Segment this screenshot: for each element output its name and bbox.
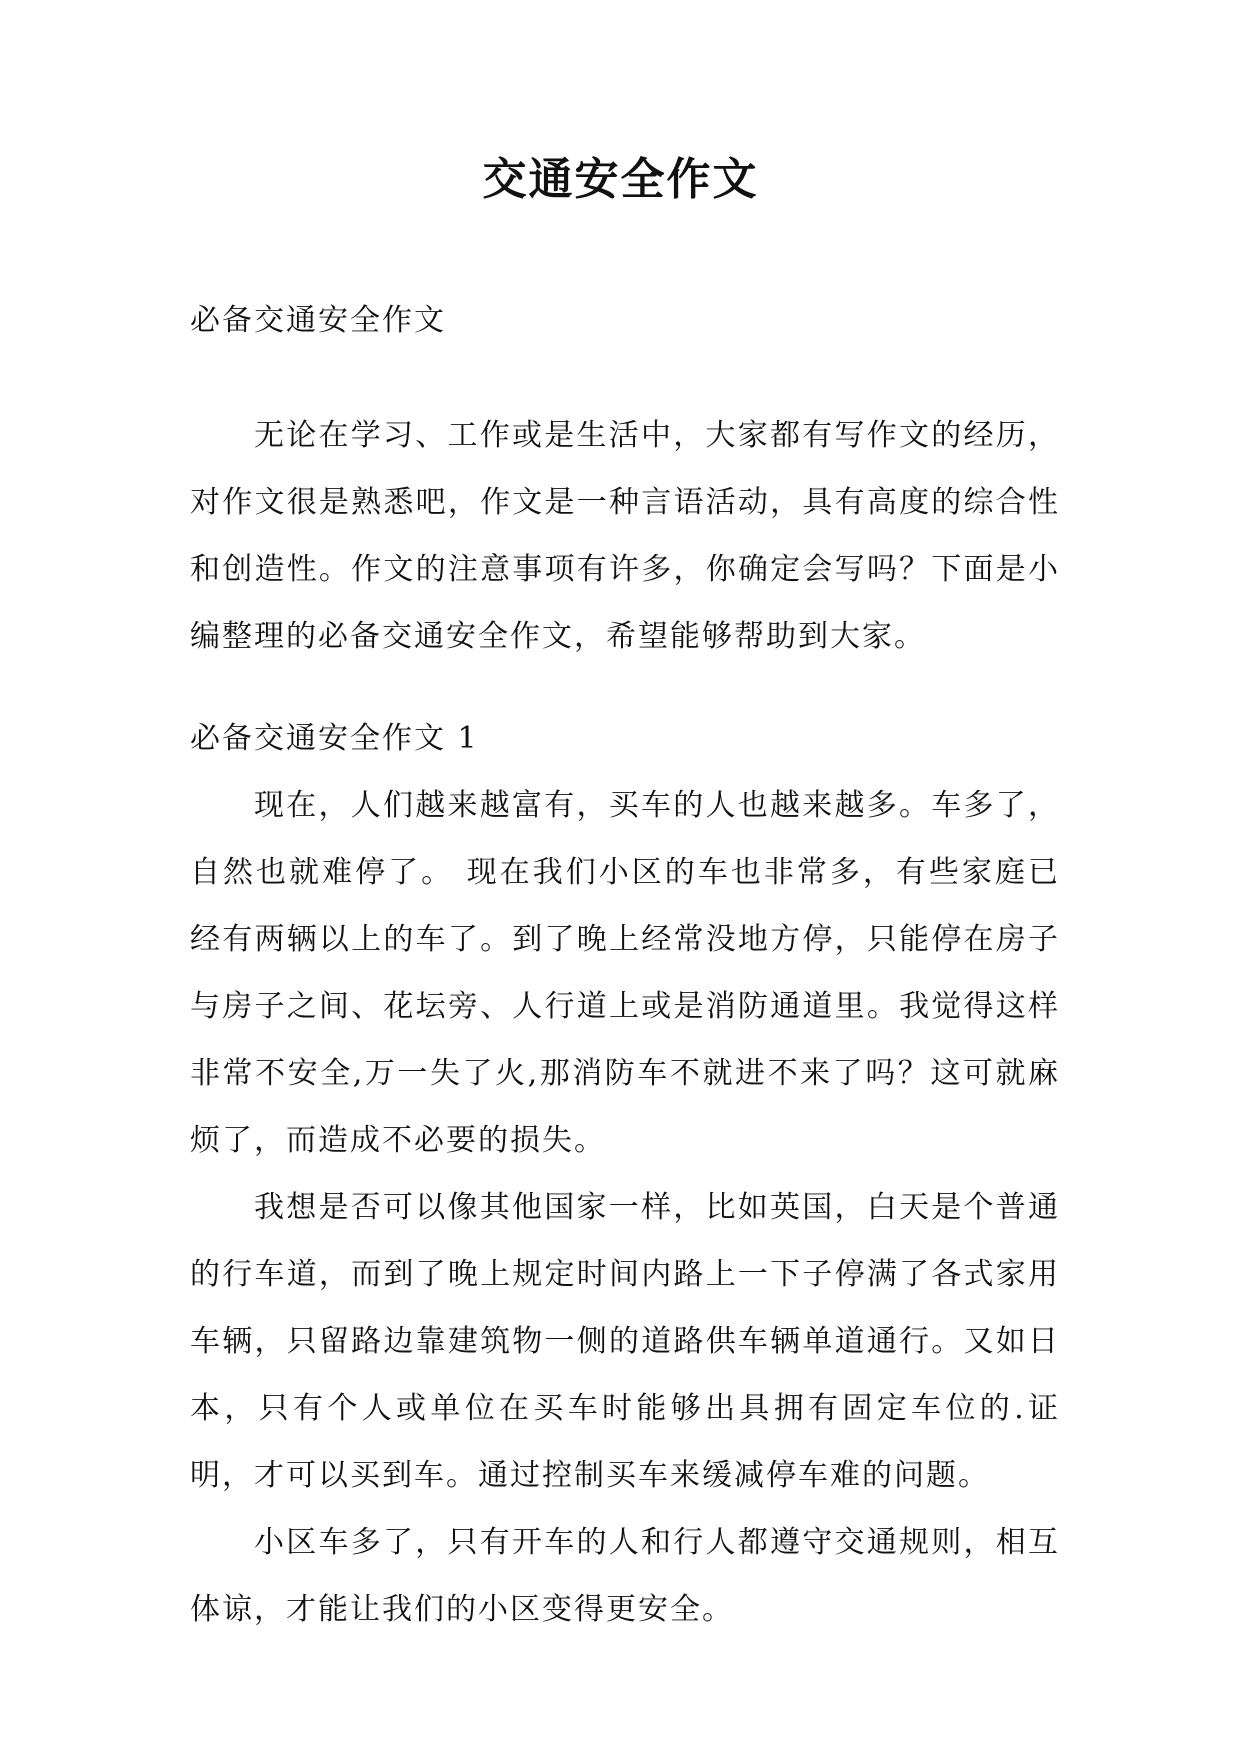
intro-paragraph: 无论在学习、工作或是生活中，大家都有写作文的经历，对作文很是熟悉吧，作文是一种言语活动，具有高度的综合性和创造性。作文的注意事项有许多，你确定会写吗？下面是小编整理的必备交通安全作文，希望能够帮助到大家。	[190, 418, 1060, 654]
document-title: 交通安全作文	[482, 154, 759, 205]
document-subtitle: 必备交通安全作文	[190, 303, 446, 338]
spacer	[190, 354, 1060, 402]
spacer	[190, 670, 1060, 706]
document-body	[190, 288, 1060, 1643]
section-heading: 必备交通安全作文 1	[190, 721, 479, 756]
body-paragraph-1: 现在，人们越来越富有，买车的人也越来越多。车多了，自然也就难停了。 现在我们小区的车也非常多，有些家庭已经有两辆以上的车了。到了晚上经常没地方停，只能停在房子与房子之间、花坛旁、人行道上或是消防通道里。我觉得这样非常不安全,万一失了火,那消防车不就进不来了吗？这可就麻烦了，而造成不必要的损失。	[190, 788, 1060, 1158]
body-paragraph-3: 小区车多了，只有开车的人和行人都遵守交通规则，相互体谅，才能让我们的小区变得更安全。	[190, 1525, 1060, 1627]
body-paragraph-2: 我想是否可以像其他国家一样，比如英国，白天是个普通的行车道，而到了晚上规定时间内路上一下子停满了各式家用车辆，只留路边靠建筑物一侧的道路供车辆单道通行。又如日本，只有个人或单位在买车时能够出具拥有固定车位的.证明，才可以买到车。通过控制买车来缓减停车难的问题。	[190, 1190, 1060, 1493]
